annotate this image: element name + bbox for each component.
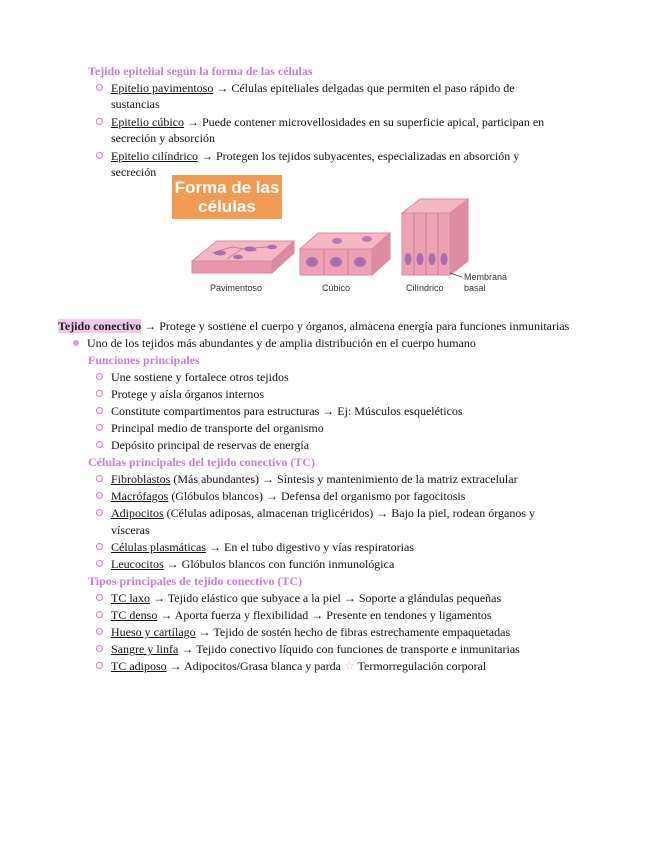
list-item bbox=[111, 148, 519, 164]
list-item: Constitute compartimentos para estructuras → Ej: Músculos esqueléticos bbox=[111, 404, 463, 418]
squamous-cells-illustration bbox=[192, 241, 294, 273]
bullet-circle-icon bbox=[96, 543, 103, 550]
bullet-circle-icon bbox=[96, 492, 103, 499]
funciones-heading: Funciones principales bbox=[88, 353, 200, 367]
cuboidal-cells-illustration bbox=[300, 233, 390, 275]
description: → Tejido de sostén hecho de fibras estrechamente empaquetadas bbox=[195, 625, 511, 639]
bullet-circle-icon bbox=[96, 628, 103, 635]
conectivo-intro bbox=[58, 318, 569, 334]
term: Epitelio cilíndrico bbox=[111, 149, 198, 163]
list-item: Une sostiene y fortalece otros tejidos bbox=[111, 370, 289, 384]
list-item bbox=[111, 658, 486, 674]
description: → En el tubo digestivo y vías respiratorias bbox=[205, 540, 414, 554]
bullet-circle-icon bbox=[96, 594, 103, 601]
caption-basal: basal bbox=[464, 283, 486, 293]
list-item bbox=[111, 641, 520, 657]
term: Sangre y linfa bbox=[111, 642, 179, 656]
list-item bbox=[111, 471, 518, 487]
description: → Puede contener microvellosidades en su superficie apical, participan en bbox=[183, 115, 545, 129]
tipos-heading: Tipos principales de tejido conectivo (TC) bbox=[88, 574, 303, 588]
conectivo-bullet: Uno de los tejidos más abundantes y de amplia distribución en el cuerpo humano bbox=[87, 336, 476, 350]
bullet-circle-icon bbox=[96, 424, 103, 431]
list-item: Protege y aísla órganos internos bbox=[111, 387, 265, 401]
list-item bbox=[111, 80, 515, 96]
columnar-cells-illustration bbox=[402, 199, 468, 277]
description: → Tejido elástico que subyace a la piel → Soporte a glándulas pequeñas bbox=[150, 591, 502, 605]
list-item bbox=[111, 624, 510, 640]
bullet-circle-icon bbox=[96, 407, 103, 414]
bullet-circle-icon bbox=[96, 475, 103, 482]
term: Adipocitos bbox=[111, 506, 164, 520]
caption-membrana: Membrana bbox=[464, 272, 508, 282]
description: (Más abundantes) → Síntesis y mantenimiento de la matriz extracelular bbox=[170, 472, 518, 486]
term: Fibroblastos bbox=[111, 472, 171, 486]
description: → Células epiteliales delgadas que permiten el paso rápido de bbox=[213, 81, 515, 95]
description-after: Termorregulación corporal bbox=[354, 659, 487, 673]
list-item bbox=[111, 505, 535, 521]
caption-pavimentoso: Pavimentoso bbox=[210, 283, 263, 293]
bullet-circle-icon bbox=[96, 118, 103, 125]
bullet-circle-icon bbox=[96, 662, 103, 669]
bullet-circle-icon bbox=[96, 509, 103, 516]
term: Leucocitos bbox=[111, 557, 164, 571]
term: TC denso bbox=[111, 608, 158, 622]
term: Epitelio cúbico bbox=[111, 115, 184, 129]
bullet-circle-icon bbox=[96, 84, 103, 91]
term: Hueso y cartílago bbox=[111, 625, 196, 639]
description-continued: secreción bbox=[111, 165, 157, 179]
list-item bbox=[111, 114, 544, 130]
description: → Adipocitos/Grasa blanca y parda bbox=[166, 659, 344, 673]
bullet-circle-icon bbox=[96, 560, 103, 567]
list-item: Depósito principal de reservas de energía bbox=[111, 438, 310, 452]
celulas-heading: Células principales del tejido conectivo (TC) bbox=[88, 455, 315, 469]
epitelial-heading: Tejido epitelial según la forma de las células bbox=[88, 64, 313, 78]
list-item bbox=[111, 607, 492, 623]
list-item bbox=[111, 488, 465, 504]
term: Células plasmáticas bbox=[111, 540, 206, 554]
list-item bbox=[111, 556, 394, 572]
description: (Células adiposas, almacenan triglicéridos) → Bajo la piel, rodean órganos y bbox=[163, 506, 536, 520]
bullet-circle-icon bbox=[96, 611, 103, 618]
description-continued: vísceras bbox=[111, 523, 150, 537]
list-item bbox=[111, 539, 414, 555]
term: Macrófagos bbox=[111, 489, 169, 503]
star-icon: ☆ bbox=[343, 659, 355, 673]
conectivo-description: → Protege y sostiene el cuerpo y órganos, almacena energía para funciones inmunitarias bbox=[141, 319, 570, 333]
bullet-dot-icon bbox=[73, 340, 79, 346]
bullet-circle-icon bbox=[96, 390, 103, 397]
bullet-circle-icon bbox=[96, 373, 103, 380]
cell-shape-figure bbox=[172, 173, 520, 298]
caption-cilindrico: Cilíndrico bbox=[406, 283, 444, 293]
description: → Glóbulos blancos con función inmunológica bbox=[163, 557, 395, 571]
description-continued: sustancias bbox=[111, 97, 160, 111]
list-item: Principal medio de transporte del organismo bbox=[111, 421, 324, 435]
bullet-circle-icon bbox=[96, 645, 103, 652]
term: TC adiposo bbox=[111, 659, 167, 673]
description: → Aporta fuerza y flexibilidad → Presente en tendones y ligamentos bbox=[157, 608, 492, 622]
caption-cubico: Cúbico bbox=[322, 283, 351, 293]
term: Epitelio pavimentoso bbox=[111, 81, 214, 95]
bullet-circle-icon bbox=[96, 441, 103, 448]
list-item bbox=[111, 590, 501, 606]
figure-title: Forma de las células bbox=[172, 175, 282, 219]
description: (Glóbulos blancos) → Defensa del organismo por fagocitosis bbox=[168, 489, 466, 503]
description-continued: secreción y absorción bbox=[111, 131, 215, 145]
conectivo-heading: Tejido conectivo bbox=[58, 319, 142, 333]
description: → Tejido conectivo líquido con funciones de transporte e inmunitarias bbox=[178, 642, 520, 656]
bullet-circle-icon bbox=[96, 152, 103, 159]
term: TC laxo bbox=[111, 591, 150, 605]
description: → Protegen los tejidos subyacentes, especializadas en absorción y bbox=[197, 149, 520, 163]
